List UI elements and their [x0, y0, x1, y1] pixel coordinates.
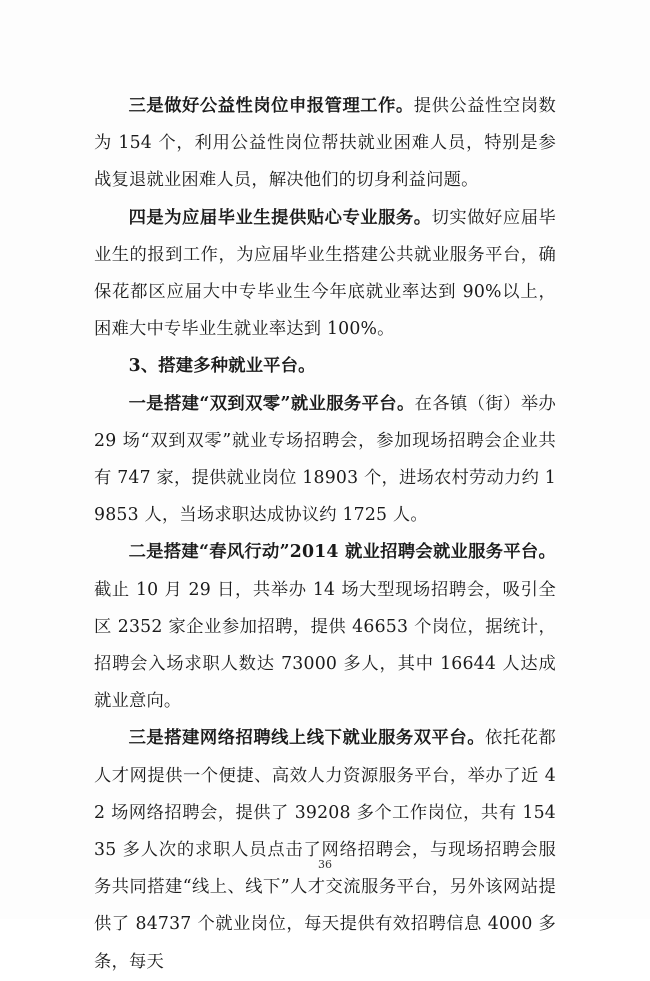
paragraph-public-welfare-posts — [94, 88, 556, 200]
paragraph-heading: 三是搭建网络招聘线上线下就业服务双平台。 — [128, 728, 486, 749]
paragraph-text: 依托花都人才网提供一个便捷、高效人力资源服务平台，举办了近 42 场网络招聘会，提供了 39208 多个工作岗位，共有 15435 多人次的求职人员点击了网络招聘会，与现场招聘会服务共同搭建“线上、线下”人才交流服务平台，另外该网站提供了 84737 个就业岗位，每天提供有效招聘信息 4000 多条，每天 — [94, 728, 556, 972]
section-heading-employment-platforms — [94, 348, 556, 385]
paragraph-heading: 四是为应届毕业生提供贴心专业服务。 — [128, 207, 432, 228]
paragraph-heading: 三是做好公益性岗位申报管理工作。 — [128, 96, 414, 116]
paragraph-shuangdao-platform — [94, 386, 556, 535]
section-heading: 3、搭建多种就业平台。 — [128, 356, 316, 377]
paragraph-spring-breeze-platform — [94, 534, 556, 720]
paragraph-text: 切实做好应届毕业生的报到工作，为应届毕业生搭建公共就业服务平台，确保花都区应届大中专毕业生今年底就业率达到 90%以上，困难大中专毕业生就业率达到 100%。 — [94, 207, 556, 340]
paragraph-heading: 二是搭建“春风行动”2014 就业招聘会就业服务平台。 — [128, 542, 556, 563]
paragraph-graduate-services — [94, 200, 556, 349]
document-body — [94, 88, 556, 981]
paragraph-text: 截止 10 月 29 日，共举办 14 场大型现场招聘会，吸引全区 2352 家企业参加招聘，提供 46653 个岗位，据统计，招聘会入场求职人数达 73000 多人，其中 16644 人达成就业意向。 — [94, 579, 556, 712]
paragraph-text: 在各镇（街）举办 29 场“双到双零”就业专场招聘会，参加现场招聘会企业共有 747 家，提供就业岗位 18903 个，进场农村劳动力约 19853 人，当场求职达成协议约 1725 人。 — [94, 393, 556, 526]
page-number: 36 — [318, 858, 332, 871]
paragraph-online-offline-platform — [94, 720, 556, 980]
paragraph-text: 提供公益性空岗数为 154 个，利用公益性岗位帮扶就业困难人员，特别是参战复退就业困难人员，解决他们的切身利益问题。 — [94, 96, 557, 191]
paragraph-heading: 一是搭建“双到双零”就业服务平台。 — [128, 393, 415, 414]
